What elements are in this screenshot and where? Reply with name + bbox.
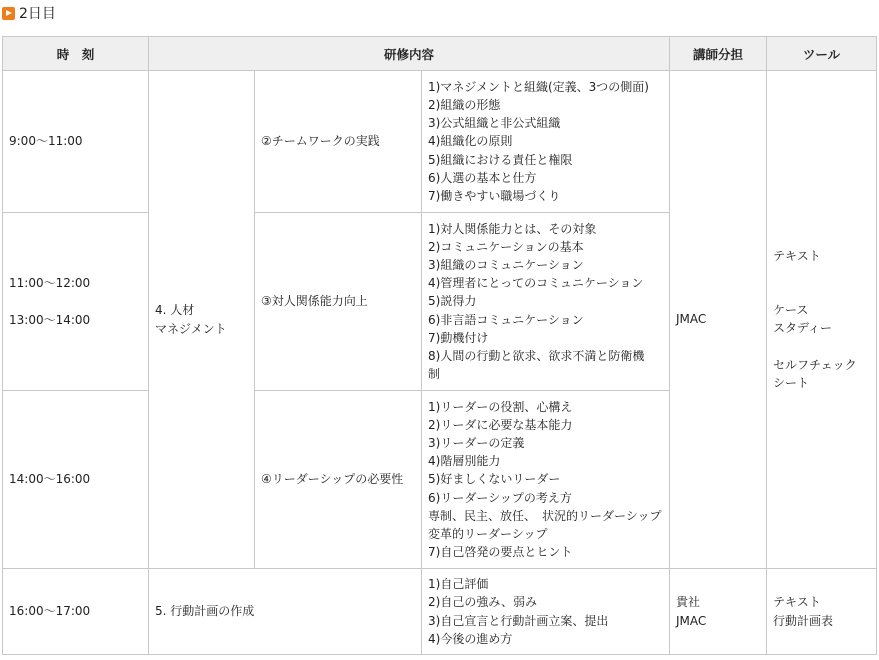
subject-cell: ②チームワークの実践 bbox=[255, 71, 422, 213]
tool-text: テキスト bbox=[773, 248, 821, 263]
topic-item: 5)好ましくないリーダー bbox=[428, 472, 561, 487]
topic-item: 3)組織のコミュニケーション bbox=[428, 257, 584, 272]
subject-cell: ④リーダーシップの必要性 bbox=[255, 391, 422, 569]
topic-item: 6)人選の基本と仕方 bbox=[428, 170, 537, 185]
topic-item: 5)説得力 bbox=[428, 294, 477, 309]
subject-cell: 5. 行動計画の作成 bbox=[149, 569, 422, 655]
category-line1: 4. 人材 bbox=[155, 303, 195, 318]
header-content: 研修内容 bbox=[149, 37, 670, 71]
topics-cell bbox=[422, 213, 670, 391]
topic-item: 2)リーダに必要な基本能力 bbox=[428, 417, 573, 432]
tool-line: 行動計画表 bbox=[773, 613, 834, 628]
subject-cell: ③対人関係能力向上 bbox=[255, 213, 422, 391]
header-time: 時 刻 bbox=[3, 37, 149, 71]
topic-item: 4)階層別能力 bbox=[428, 454, 501, 469]
topic-item: 2)コミュニケーションの基本 bbox=[428, 239, 584, 254]
category-cell bbox=[149, 71, 255, 569]
tool-line: テキスト bbox=[773, 595, 821, 610]
topics-cell bbox=[422, 71, 670, 213]
section-heading bbox=[2, 3, 56, 23]
tool-selfcheck-line1: セルフチェック bbox=[773, 357, 857, 372]
topic-item: 2)組織の形態 bbox=[428, 97, 501, 112]
topic-item: 6)リーダーシップの考え方 bbox=[428, 490, 572, 505]
instructor-cell: JMAC bbox=[670, 71, 767, 569]
topic-item: 変革的リーダーシップ bbox=[428, 527, 548, 541]
topic-item: 1)マネジメントと組織(定義、3つの側面) bbox=[428, 79, 649, 94]
topic-item: 2)自己の強み、弱み bbox=[428, 595, 538, 610]
instructor-line: JMAC bbox=[676, 613, 707, 628]
topic-item: 4)組織化の原則 bbox=[428, 134, 513, 149]
topic-item: 7)働きやすい職場づくり bbox=[428, 189, 561, 203]
table-row bbox=[3, 71, 877, 213]
schedule-table bbox=[2, 36, 877, 655]
play-arrow-icon bbox=[2, 7, 15, 20]
header-row bbox=[3, 37, 877, 71]
instructor-line: 貴社 bbox=[676, 595, 701, 610]
tool-case-line2: スタディー bbox=[773, 321, 833, 336]
tool-selfcheck-line2: シート bbox=[773, 375, 810, 390]
topic-item: 制 bbox=[428, 367, 441, 382]
topic-item: 1)リーダーの役割、心構え bbox=[428, 399, 573, 414]
topic-item: 7)自己啓発の要点とヒント bbox=[428, 545, 573, 560]
tools-cell bbox=[767, 569, 877, 655]
topic-item: 1)対人関係能力とは、その対象 bbox=[428, 221, 597, 236]
topic-item: 8)人間の行動と欲求、欲求不満と防衛機 bbox=[428, 349, 645, 363]
header-instructor: 講師分担 bbox=[670, 37, 767, 71]
topic-item: 専制、民主、放任、 状況的リーダーシップ bbox=[428, 508, 662, 523]
topic-item: 7)動機付け bbox=[428, 330, 489, 345]
tool-case-line1: ケース bbox=[773, 303, 809, 318]
instructor-cell bbox=[670, 569, 767, 655]
time-line: 13:00〜14:00 bbox=[9, 312, 91, 327]
time-cell: 9:00〜11:00 bbox=[3, 71, 149, 213]
topic-item: 4)今後の進め方 bbox=[428, 631, 513, 646]
tools-cell bbox=[767, 71, 877, 569]
time-cell bbox=[3, 213, 149, 391]
header-tools: ツール bbox=[767, 37, 877, 71]
topic-item: 1)自己評価 bbox=[428, 577, 489, 592]
table-row bbox=[3, 569, 877, 655]
category-line2: マネジメント bbox=[155, 321, 227, 336]
topic-item: 3)自己宣言と行動計画立案、提出 bbox=[428, 613, 609, 628]
heading-title: 2日目 bbox=[19, 6, 56, 22]
topics-cell bbox=[422, 569, 670, 655]
time-cell: 16:00〜17:00 bbox=[3, 569, 149, 655]
topic-item: 3)公式組織と非公式組織 bbox=[428, 116, 561, 131]
time-cell: 14:00〜16:00 bbox=[3, 391, 149, 569]
time-line: 11:00〜12:00 bbox=[9, 276, 91, 291]
topic-item: 5)組織における責任と権限 bbox=[428, 152, 573, 167]
topics-cell bbox=[422, 391, 670, 569]
topic-item: 6)非言語コミュニケーション bbox=[428, 312, 584, 327]
topic-item: 3)リーダーの定義 bbox=[428, 435, 525, 450]
topic-item: 4)管理者にとってのコミュニケーション bbox=[428, 276, 644, 291]
